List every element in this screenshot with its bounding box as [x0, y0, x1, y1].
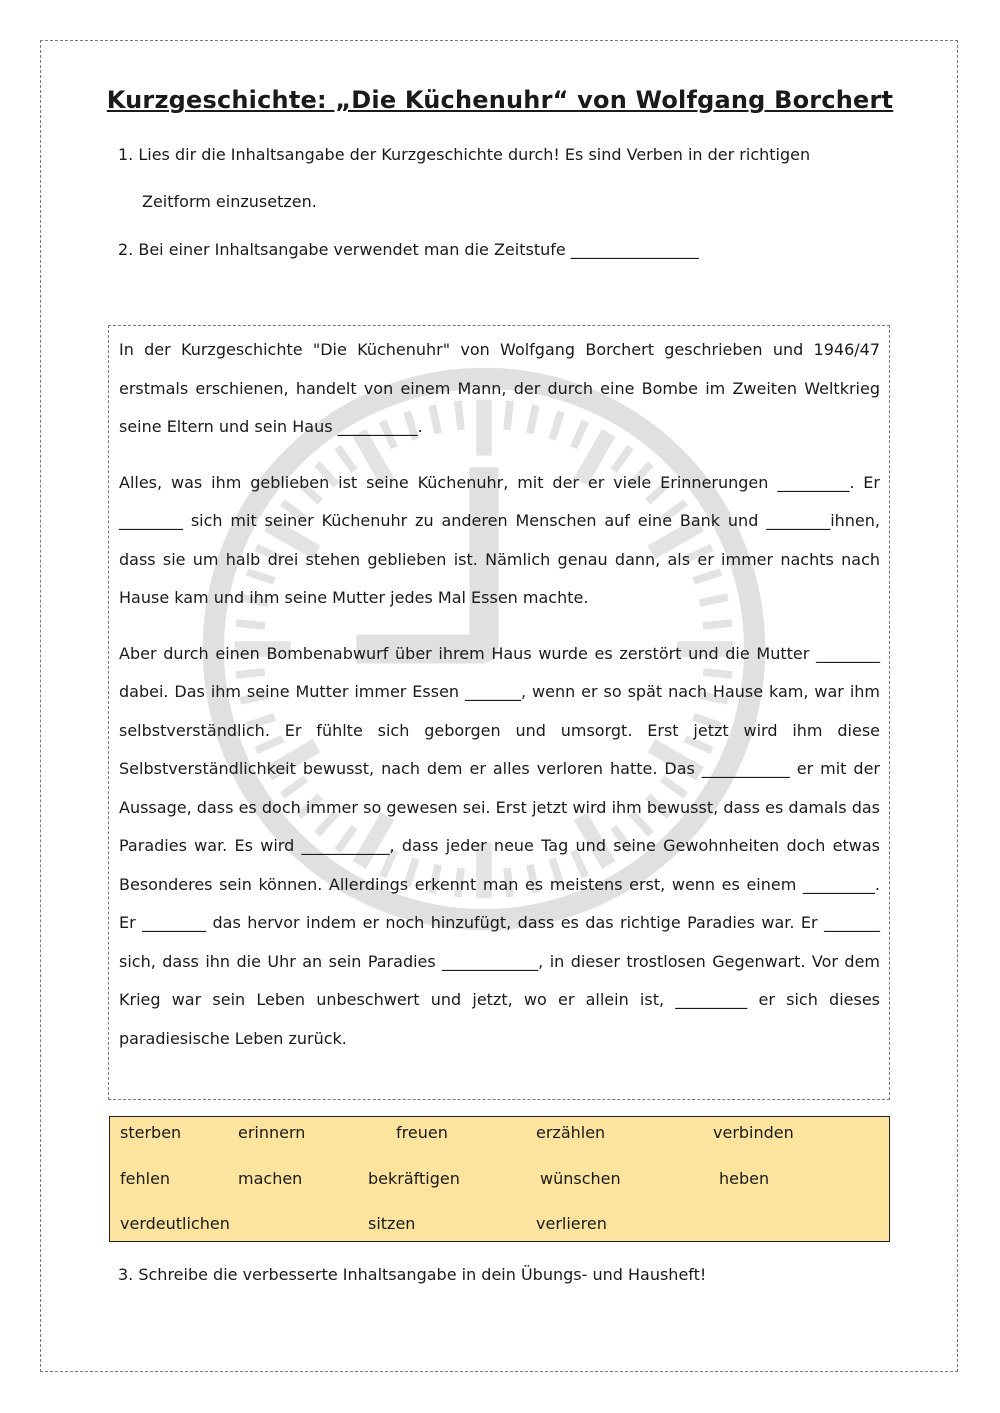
story-paragraph-1: In der Kurzgeschichte "Die Küchenuhr" von Wolfgang Borchert geschrieben und 1946/47 erstmals erschienen, handelt von einem Mann, der durch eine Bombe im Zweiten Weltkrieg seine Eltern und sein Haus __________. — [119, 340, 880, 436]
task-3: 3. Schreibe die verbesserte Inhaltsangabe in dein Übungs- und Hausheft! — [118, 1265, 707, 1284]
page-title: Kurzgeschichte: „Die Küchenuhr“ von Wolfgang Borchert — [106, 86, 894, 114]
task-1-line-1: 1. Lies dir die Inhaltsangabe der Kurzgeschichte durch! Es sind Verben in der richtigen — [118, 145, 811, 164]
story-box — [108, 325, 890, 1100]
word-bank-item: verdeutlichen — [120, 1214, 230, 1233]
word-bank-item: wünschen — [540, 1169, 621, 1188]
story-paragraph-2: Alles, was ihm geblieben ist seine Küchenuhr, mit der er viele Erinnerungen _________. Er ________ sich mit seiner Küchenuhr zu anderen Menschen auf eine Bank und ________ihnen, dass sie um halb drei stehen geblieben ist. Nämlich genau dann, als er immer nachts nach Hause kam und ihm seine Mutter jedes Mal Essen machte. — [119, 472, 880, 607]
word-bank-item: sitzen — [368, 1214, 416, 1233]
task-2: 2. Bei einer Inhaltsangabe verwendet man die Zeitstufe ________________ — [118, 240, 699, 259]
word-bank-item: heben — [719, 1169, 770, 1188]
story-paragraph-3: Aber durch einen Bombenabwurf über ihrem Haus wurde es zerstört und die Mutter ________ dabei. Das ihm seine Mutter immer Essen _______, wenn er so spät nach Hause kam, war ihm selbstverständlich. Er fühlte sich geborgen und umsorgt. Erst jetzt wird ihm diese Selbstverständlichkeit bewusst, nach dem er alles verloren hatte. Das ___________ er mit der Aussage, dass es doch immer so gewesen sei. Erst jetzt wird ihm bewusst, dass es damals das Paradies war. Es wird ___________, dass jeder neue Tag und seine Gewohnheiten doch etwas Besonderes sein können. Allerdings erkennt man es meistens erst, wenn es einem _________. Er ________ das hervor indem er noch hinzufügt, dass es das richtige Paradies war. Er _______ sich, dass ihn die Uhr an sein Paradies ____________, in dieser trostlosen Gegenwart. Vor dem Krieg war sein Leben unbeschwert und jetzt, wo er allein ist, _________ er sich dieses paradiesische Leben zurück. — [119, 643, 880, 1048]
word-bank-item: bekräftigen — [368, 1169, 460, 1188]
task-1-line-2: Zeitform einzusetzen. — [142, 192, 317, 211]
word-bank-item: erzählen — [536, 1123, 606, 1142]
word-bank-item: verlieren — [536, 1214, 607, 1233]
word-bank-item: sterben — [120, 1123, 182, 1142]
word-bank — [109, 1116, 890, 1242]
word-bank-item: erinnern — [238, 1123, 306, 1142]
word-bank-item: verbinden — [713, 1123, 794, 1142]
word-bank-item: machen — [238, 1169, 303, 1188]
word-bank-item: fehlen — [120, 1169, 171, 1188]
word-bank-item: freuen — [396, 1123, 448, 1142]
story-text — [109, 326, 889, 1058]
